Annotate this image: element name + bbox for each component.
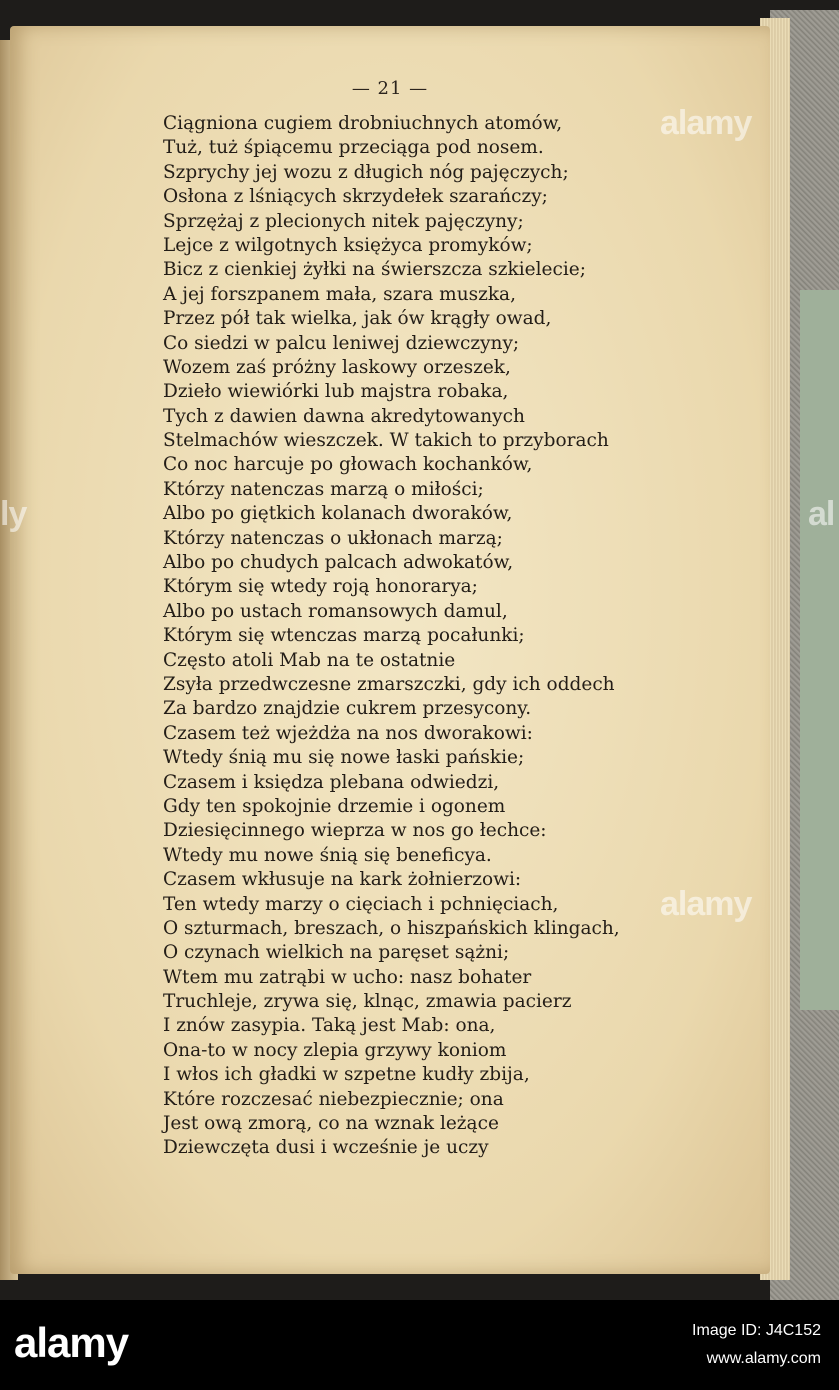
book-page <box>10 26 770 1274</box>
poem-line: Wtedy śnią mu się nowe łaski pańskie; <box>163 747 525 769</box>
poem-line: I znów zasypia. Taką jest Mab: ona, <box>163 1015 496 1037</box>
book-spine-green-strip <box>800 290 839 1010</box>
poem-line: Tuż, tuż śpiącemu przeciąga pod nosem. <box>163 137 544 159</box>
poem-line: Którym się wtedy roją honorarya; <box>163 576 478 598</box>
poem-line: Dziewczęta dusi i wcześnie je uczy <box>163 1137 489 1159</box>
watermark: alamy <box>660 885 752 923</box>
watermark: alamy <box>660 104 752 142</box>
poem-line: Truchleje, zrywa się, klnąc, zmawia pacierz <box>163 991 572 1013</box>
poem-line: Co noc harcuje po głowach kochanków, <box>163 454 533 476</box>
poem-line: Którzy natenczas o ukłonach marzą; <box>163 527 503 549</box>
poem-line: Czasem i księdza plebana odwiedzi, <box>163 771 500 793</box>
poem-line: Przez pół tak wielka, jak ów krągły owad, <box>163 308 552 330</box>
poem-line: I włos ich gładki w szpetne kudły zbija, <box>163 1064 530 1086</box>
poem-line: O czynach wielkich na paręset sążni; <box>163 942 510 964</box>
poem-line: Ten wtedy marzy o cięciach i pchnięciach, <box>163 893 559 915</box>
poem-line: Osłona z lśniących skrzydełek szarańczy; <box>163 186 548 208</box>
poem-line: Którym się wtenczas marzą pocałunki; <box>163 625 525 647</box>
poem-line: Ciągniona cugiem drobniuchnych atomów, <box>163 113 563 134</box>
poem-line: Gdy ten spokojnie drzemie i ogonem <box>163 795 506 817</box>
poem-line: Jest ową zmorą, co na wznak leżące <box>163 1113 499 1135</box>
poem-line: Albo po giętkich kolanach dworaków, <box>163 503 513 525</box>
site-url: www.alamy.com <box>706 1350 821 1367</box>
page-number: — 21 — <box>351 78 429 99</box>
watermark-fragment-left: ly <box>0 495 27 533</box>
poem-line: Lejce z wilgotnych księżyca promyków; <box>163 234 533 256</box>
poem-line: Szprychy jej wozu z długich nóg pajęczych; <box>163 161 569 183</box>
poem-line: Wtem mu zatrąbi w ucho: nasz bohater <box>163 966 532 988</box>
poem-line: O szturmach, breszach, o hiszpańskich klingach, <box>163 917 620 939</box>
poem-line: Ona-to w nocy zlepia grzywy koniom <box>163 1039 507 1061</box>
poem-line: Wtedy mu nowe śnią się beneficya. <box>163 844 492 866</box>
poem-line: Które rozczesać niebezpiecznie; ona <box>163 1088 504 1110</box>
poem-line: Sprzężaj z plecionych nitek pajęczyny; <box>163 210 524 232</box>
brand-logo: alamy <box>14 1319 129 1366</box>
poem-line: A jej forszpanem mała, szara muszka, <box>163 283 516 305</box>
watermark-fragment-right: al <box>808 495 835 533</box>
poem-line: Dziesięcinnego wieprza w nos go łechce: <box>163 820 547 842</box>
poem-line: Bicz z cienkiej żyłki na świerszcza szkielecie; <box>163 259 586 281</box>
poem-line: Często atoli Mab na te ostatnie <box>163 649 456 671</box>
poem-line: Zsyła przedwczesne zmarszczki, gdy ich oddech <box>163 673 615 695</box>
poem-line: Wozem zaś próżny laskowy orzeszek, <box>163 356 511 378</box>
poem-line: Czasem wkłusuje na kark żołnierzowi: <box>163 869 522 891</box>
poem-text <box>163 112 763 1161</box>
poem-line: Czasem też wjeżdża na nos dworakowi: <box>163 722 533 744</box>
poem-line: Stelmachów wieszczek. W takich to przyborach <box>163 430 609 452</box>
poem-line: Którzy natenczas marzą o miłości; <box>163 478 484 500</box>
poem-line: Co siedzi w palcu leniwej dziewczyny; <box>163 332 520 354</box>
poem-line: Za bardzo znajdzie cukrem przesycony. <box>163 698 532 720</box>
poem-line: Dzieło wiewiórki lub majstra robaka, <box>163 381 509 403</box>
poem-line: Tych z dawien dawna akredytowanych <box>163 405 525 427</box>
poem-line: Albo po ustach romansowych damul, <box>163 600 508 622</box>
poem-line: Albo po chudych palcach adwokatów, <box>163 552 514 574</box>
image-id: Image ID: J4C152 <box>692 1322 821 1339</box>
